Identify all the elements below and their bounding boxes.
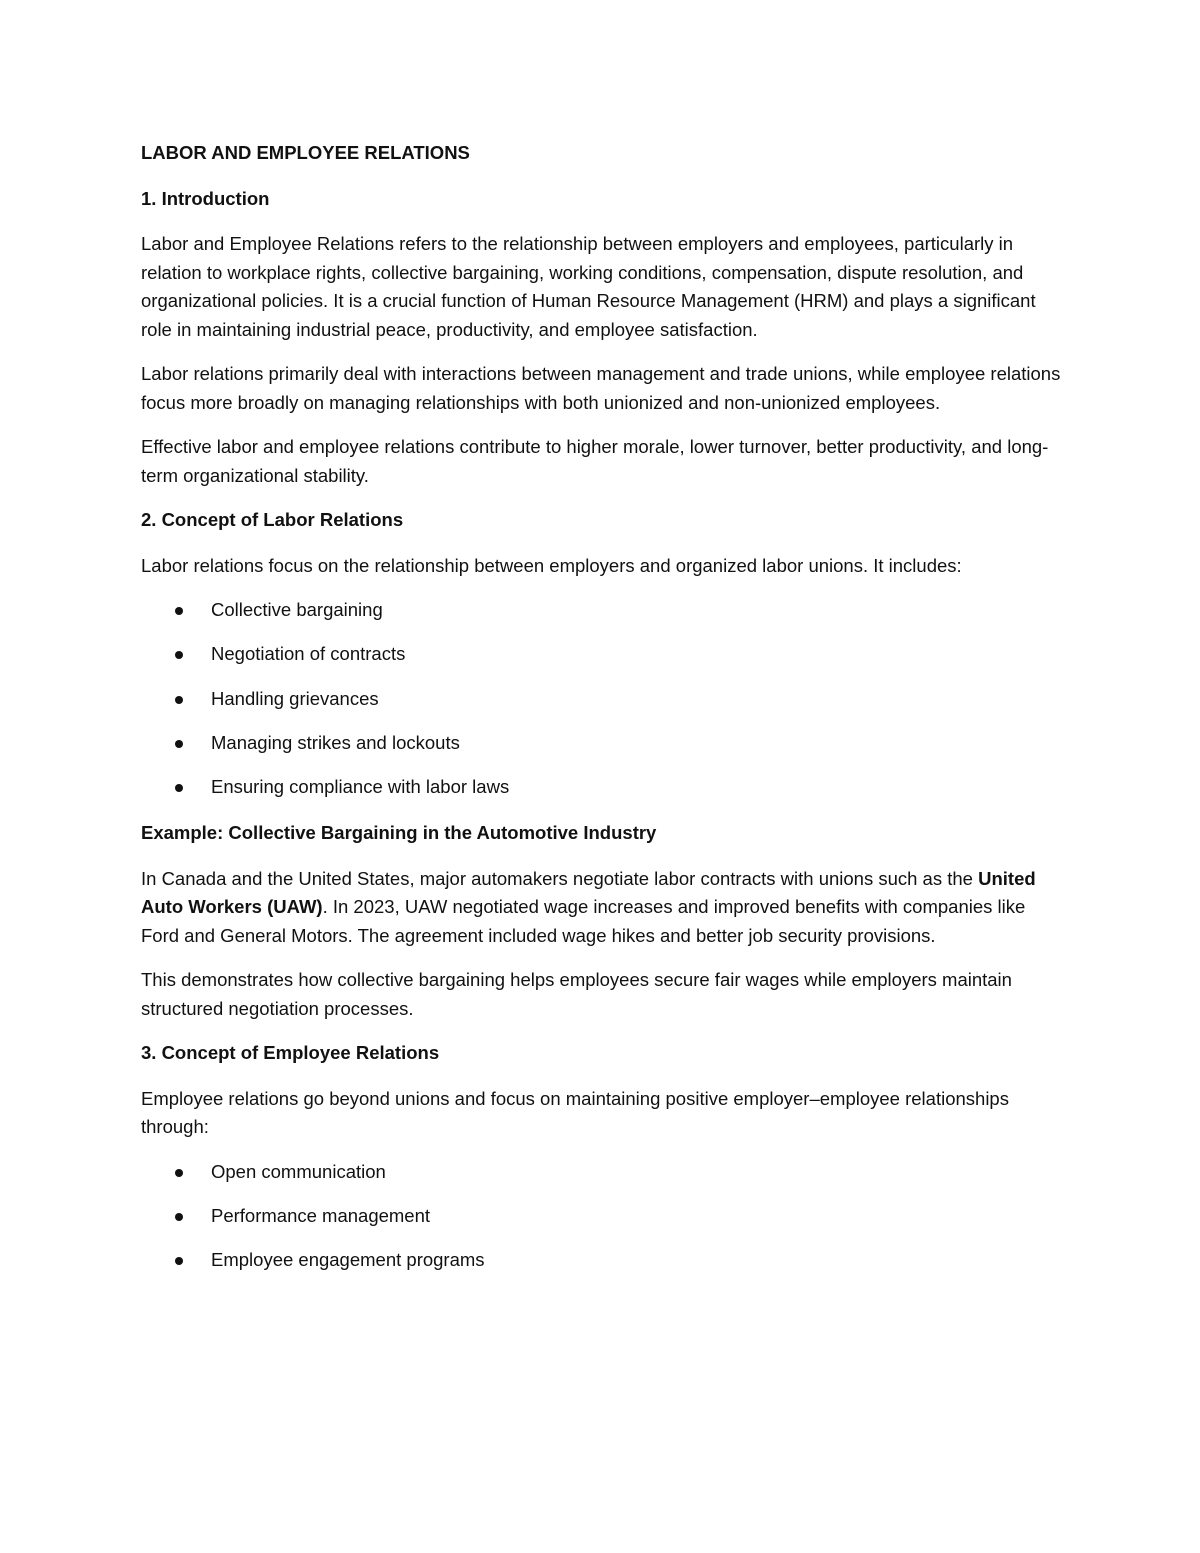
bullet-icon: [175, 607, 183, 615]
intro-paragraph-1: Labor and Employee Relations refers to the relationship between employers and employees, particularly in relation to workplace rights, collective bargaining, working conditions, compensation, dispute resolution, and organizational policies. It is a crucial function of Human Resource Management (HRM) and plays a significant role in maintaining industrial peace, productivity, and employee satisfaction.: [141, 233, 1036, 340]
list-item: [141, 1202, 1061, 1246]
labor-paragraph-1: Labor relations focus on the relationship between employers and organized labor unions. It includes:: [141, 554, 962, 576]
list-item: [141, 1158, 1061, 1202]
list-item: [141, 729, 1061, 773]
bullet-icon: [175, 651, 183, 659]
employee-bullet-list: [141, 1158, 1061, 1277]
labor-bullet-list: [141, 596, 1061, 803]
bullet-icon: [175, 740, 183, 748]
section-heading-introduction: 1. Introduction: [141, 187, 270, 209]
document-title: LABOR AND EMPLOYEE RELATIONS: [141, 142, 470, 163]
list-item-text: Collective bargaining: [211, 599, 383, 620]
list-item: [141, 640, 1061, 684]
list-item-text: Employee engagement programs: [211, 1249, 485, 1271]
bullet-icon: [175, 1213, 183, 1221]
intro-paragraph-2: Labor relations primarily deal with interactions between management and trade unions, while employee relations focus more broadly on managing relationships with both unionized and non-unionized employees.: [141, 363, 1061, 413]
example-text-part-2: . In 2023, UAW negotiated wage increases and improved benefits with companies like Ford and General Motors. The agreement included wage hikes and better job security provisions.: [141, 896, 1026, 946]
bullet-icon: [175, 1169, 183, 1177]
list-item-text: Open communication: [211, 1160, 386, 1182]
list-item-text: Ensuring compliance with labor laws: [211, 776, 510, 798]
example-heading: Example: Collective Bargaining in the Automotive Industry: [141, 822, 657, 844]
example-text-bold-uaw: United Auto Workers (UAW): [141, 867, 1036, 918]
bullet-icon: [175, 696, 183, 704]
bullet-icon: [175, 1257, 183, 1265]
list-item: [141, 1246, 1061, 1276]
list-item-text: Handling grievances: [211, 687, 379, 709]
list-item: [141, 596, 1061, 640]
list-item: [141, 685, 1061, 729]
list-item-text: Negotiation of contracts: [211, 643, 406, 665]
section-heading-labor-relations: 2. Concept of Labor Relations: [141, 509, 404, 530]
list-item: [141, 773, 1061, 803]
bullet-icon: [175, 784, 183, 792]
list-item-text: Performance management: [211, 1204, 431, 1226]
intro-paragraph-3: Effective labor and employee relations contribute to higher morale, lower turnover, better productivity, and long-term organizational stability.: [141, 436, 1049, 486]
section-heading-employee-relations: 3. Concept of Employee Relations: [141, 1042, 440, 1064]
document-page: [141, 139, 1061, 1292]
example-text-part-1: In Canada and the United States, major automakers negotiate labor contracts with unions such as the: [141, 867, 979, 889]
example-paragraph-2: This demonstrates how collective bargaining helps employees secure fair wages while employers maintain structured negotiation processes.: [141, 969, 1012, 1019]
list-item-text: Managing strikes and lockouts: [211, 731, 460, 753]
example-paragraph-1: [141, 865, 1061, 951]
employee-paragraph-1: Employee relations go beyond unions and focus on maintaining positive employer–employee relationships through:: [141, 1087, 1009, 1138]
